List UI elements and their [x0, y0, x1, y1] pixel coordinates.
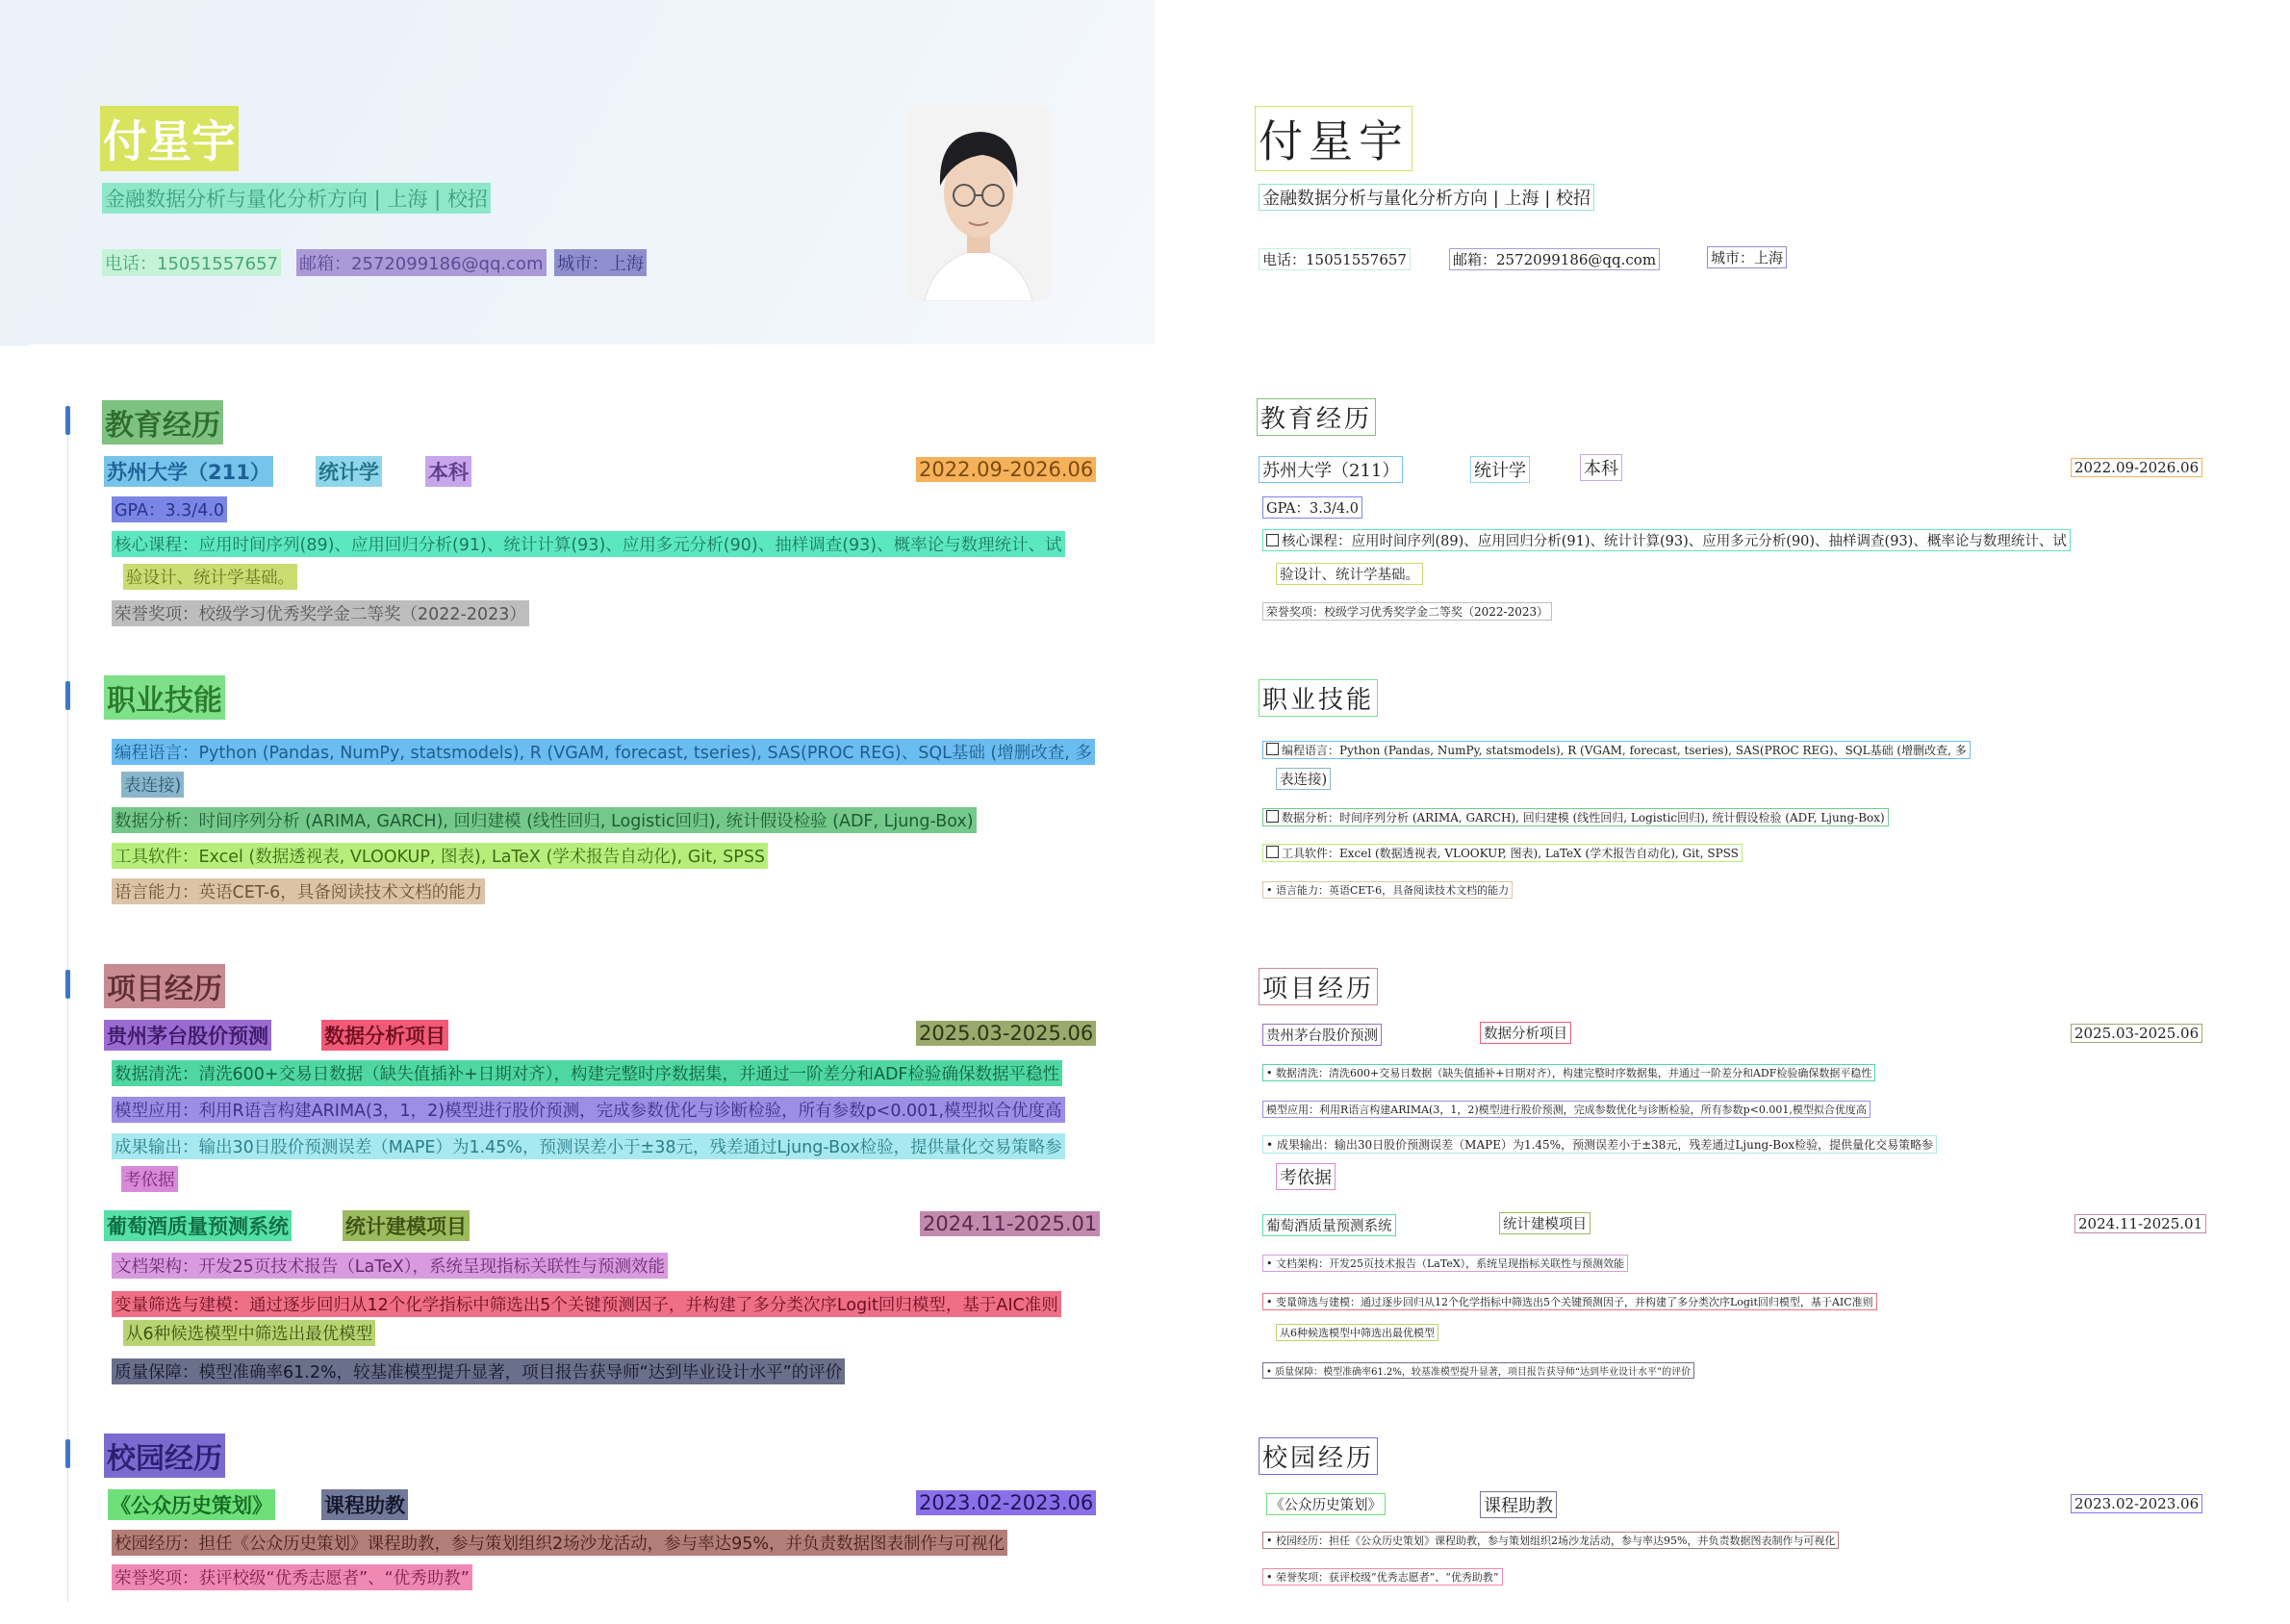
- education-courses: 核心课程：应用时间序列(89)、应用回归分析(91)、统计计算(93)、应用多元分析(90)、抽样调查(93)、概率论与数理统计、试: [112, 531, 1065, 557]
- project-2-tag: 统计建模项目: [343, 1210, 470, 1241]
- campus-date: 2023.02-2023.06: [916, 1490, 1096, 1515]
- section-marker: [65, 681, 70, 710]
- outline-campus-bullet-experience: • 校园经历：担任《公众历史策划》课程助教，参与策划组织2场沙龙活动，参与率达95%，并负责数据图表制作与可视化: [1262, 1532, 1839, 1549]
- outline-project-1-bullet-model: 模型应用：利用R语言构建ARIMA(3，1，2)模型进行股价预测，完成参数优化与诊断检验，所有参数p<0.001,模型拟合优度高: [1262, 1101, 1870, 1118]
- outline-campus-date: 2023.02-2023.06: [2071, 1494, 2202, 1513]
- outline-project-1-bullet-cleaning: • 数据清洗：清洗600+交易日数据（缺失值插补+日期对齐），构建完整时序数据集，并通过一阶差分和ADF检验确保数据平稳性: [1262, 1064, 1875, 1081]
- contact-email: 邮箱：2572099186@qq.com: [296, 249, 547, 276]
- timeline-line: [67, 404, 68, 1602]
- education-degree: 本科: [425, 456, 471, 487]
- outline-skill-analysis: 数据分析：时间序列分析 (ARIMA, GARCH), 回归建模 (线性回归, Logistic回归), 统计假设检验 (ADF, Ljung-Box): [1262, 808, 1889, 826]
- outline-phone: 电话：15051557657: [1259, 248, 1411, 270]
- education-date: 2022.09-2026.06: [916, 457, 1096, 482]
- outline-skill-language: • 语言能力：英语CET-6，具备阅读技术文档的能力: [1262, 881, 1513, 899]
- project-1-tag: 数据分析项目: [321, 1020, 448, 1051]
- outline-degree: 本科: [1580, 454, 1622, 481]
- section-marker: [65, 406, 70, 435]
- campus-role: 课程助教: [321, 1489, 408, 1520]
- outline-project-1-date: 2025.03-2025.06: [2071, 1024, 2202, 1043]
- outline-campus-title: 《公众历史策划》: [1266, 1493, 1386, 1515]
- outline-project-1-bullet-output: • 成果输出：输出30日股价预测误差（MAPE）为1.45%，预测误差小于±38元，残差通过Ljung-Box检验，提供量化交易策略参: [1262, 1135, 1937, 1154]
- outline-courses-cont: 验设计、统计学基础。: [1276, 563, 1423, 585]
- project-2-title: 葡萄酒质量预测系统: [104, 1210, 292, 1241]
- section-marker: [65, 970, 70, 999]
- outline-email: 邮箱：2572099186@qq.com: [1449, 248, 1660, 270]
- outline-campus-bullet-honor: • 荣誉奖项：获评校级“优秀志愿者”、“优秀助教”: [1262, 1568, 1503, 1586]
- section-marker: [65, 1439, 70, 1468]
- education-courses-cont: 验设计、统计学基础。: [123, 564, 297, 590]
- section-title-projects: 项目经历: [104, 964, 225, 1008]
- outline-subtitle: 金融数据分析与量化分析方向 | 上海 | 校招: [1259, 184, 1594, 211]
- project-2-date: 2024.11-2025.01: [920, 1211, 1100, 1236]
- outline-section-skills: 职业技能: [1259, 679, 1378, 717]
- outline-skill-programming: 编程语言：Python (Pandas, NumPy, statsmodels), R (VGAM, forecast, tseries), SAS(PROC REG)、SQL基础 (增删改查, 多: [1262, 741, 1971, 759]
- skill-programming-cont: 表连接): [121, 772, 184, 798]
- outline-honor: 荣誉奖项：校级学习优秀奖学金二等奖（2022-2023）: [1262, 602, 1552, 621]
- section-title-skills: 职业技能: [104, 675, 225, 720]
- outline-major: 统计学: [1470, 456, 1530, 483]
- project-1-bullet-model: 模型应用：利用R语言构建ARIMA(3，1，2)模型进行股价预测，完成参数优化与诊断检验，所有参数p<0.001,模型拟合优度高: [112, 1097, 1065, 1123]
- resume-outline-panel: [1155, 0, 2290, 1618]
- education-honor: 荣誉奖项：校级学习优秀奖学金二等奖（2022-2023）: [112, 600, 529, 626]
- section-title-campus: 校园经历: [104, 1434, 225, 1478]
- skill-tools: 工具软件：Excel (数据透视表, VLOOKUP, 图表), LaTeX (学术报告自动化), Git, SPSS: [112, 843, 768, 869]
- project-2-bullet-quality: 质量保障：模型准确率61.2%，较基准模型提升显著，项目报告获导师“达到毕业设计水平”的评价: [112, 1358, 845, 1384]
- outline-section-education: 教育经历: [1257, 398, 1376, 436]
- outline-candidate-name: 付星宇: [1255, 106, 1412, 171]
- skill-analysis: 数据分析：时间序列分析 (ARIMA, GARCH), 回归建模 (线性回归, Logistic回归), 统计假设检验 (ADF, Ljung-Box): [112, 807, 977, 833]
- outline-courses: 核心课程：应用时间序列(89)、应用回归分析(91)、统计计算(93)、应用多元分析(90)、抽样调查(93)、概率论与数理统计、试: [1262, 529, 2071, 551]
- outline-gpa: GPA：3.3/4.0: [1262, 496, 1362, 519]
- outline-project-1-title: 贵州茅台股价预测: [1262, 1024, 1382, 1046]
- outline-project-2-bullet-quality: • 质量保障：模型准确率61.2%，较基准模型提升显著，项目报告获导师“达到毕业设计水平”的评价: [1262, 1362, 1694, 1379]
- outline-skill-tools: 工具软件：Excel (数据透视表, VLOOKUP, 图表), LaTeX (学术报告自动化), Git, SPSS: [1262, 844, 1743, 862]
- contact-city: 城市：上海: [554, 249, 647, 276]
- project-2-bullet-docs: 文档架构：开发25页技术报告（LaTeX），系统呈现指标关联性与预测效能: [112, 1253, 668, 1279]
- project-1-bullet-output-cont: 考依据: [121, 1166, 178, 1192]
- campus-activity-title: 《公众历史策划》: [108, 1489, 275, 1520]
- project-1-bullet-cleaning: 数据清洗：清洗600+交易日数据（缺失值插补+日期对齐），构建完整时序数据集，并通过一阶差分和ADF检验确保数据平稳性: [112, 1060, 1062, 1086]
- education-major: 统计学: [316, 456, 382, 487]
- outline-project-2-tag: 统计建模项目: [1499, 1212, 1590, 1234]
- project-1-date: 2025.03-2025.06: [916, 1021, 1096, 1046]
- outline-school: 苏州大学（211）: [1259, 456, 1403, 483]
- education-school: 苏州大学（211）: [104, 456, 273, 487]
- project-2-bullet-modeling: 变量筛选与建模：通过逐步回归从12个化学指标中筛选出5个关键预测因子，并构建了多分类次序Logit回归模型，基于AIC准则: [112, 1291, 1061, 1317]
- outline-project-1-tag: 数据分析项目: [1480, 1022, 1571, 1044]
- outline-campus-role: 课程助教: [1480, 1491, 1557, 1518]
- skill-language: 语言能力：英语CET-6，具备阅读技术文档的能力: [112, 878, 485, 904]
- candidate-subtitle: 金融数据分析与量化分析方向 | 上海 | 校招: [102, 183, 491, 214]
- contact-phone: 电话：15051557657: [102, 249, 281, 276]
- outline-skill-programming-cont: 表连接): [1276, 768, 1331, 790]
- campus-bullet-experience: 校园经历：担任《公众历史策划》课程助教，参与策划组织2场沙龙活动，参与率达95%，并负责数据图表制作与可视化: [112, 1530, 1007, 1556]
- skill-programming: 编程语言：Python (Pandas, NumPy, statsmodels), R (VGAM, forecast, tseries), SAS(PROC REG)、SQL基础 (增删改查, 多: [112, 739, 1095, 765]
- outline-project-1-bullet-output-cont: 考依据: [1276, 1163, 1336, 1190]
- campus-bullet-honor: 荣誉奖项：获评校级“优秀志愿者”、“优秀助教”: [112, 1564, 472, 1590]
- outline-edu-date: 2022.09-2026.06: [2071, 458, 2202, 477]
- outline-project-2-title: 葡萄酒质量预测系统: [1262, 1214, 1396, 1236]
- outline-project-2-bullet-modeling: • 变量筛选与建模：通过逐步回归从12个化学指标中筛选出5个关键预测因子，并构建了多分类次序Logit回归模型，基于AIC准则: [1262, 1293, 1877, 1310]
- profile-photo: [905, 105, 1052, 301]
- project-2-bullet-modeling-cont: 从6种候选模型中筛选出最优模型: [123, 1320, 375, 1346]
- outline-section-projects: 项目经历: [1259, 968, 1378, 1005]
- candidate-name: 付星宇: [100, 106, 239, 171]
- project-1-bullet-output: 成果输出：输出30日股价预测误差（MAPE）为1.45%，预测误差小于±38元，残差通过Ljung-Box检验，提供量化交易策略参: [112, 1133, 1065, 1159]
- outline-city: 城市：上海: [1707, 246, 1787, 268]
- outline-project-2-date: 2024.11-2025.01: [2074, 1214, 2206, 1233]
- outline-project-2-bullet-modeling-cont: 从6种候选模型中筛选出最优模型: [1276, 1324, 1438, 1341]
- project-1-title: 贵州茅台股价预测: [104, 1020, 271, 1051]
- education-gpa: GPA：3.3/4.0: [112, 496, 227, 522]
- outline-section-campus: 校园经历: [1259, 1437, 1378, 1475]
- outline-project-2-bullet-docs: • 文档架构：开发25页技术报告（LaTeX），系统呈现指标关联性与预测效能: [1262, 1255, 1628, 1272]
- section-title-education: 教育经历: [102, 400, 223, 444]
